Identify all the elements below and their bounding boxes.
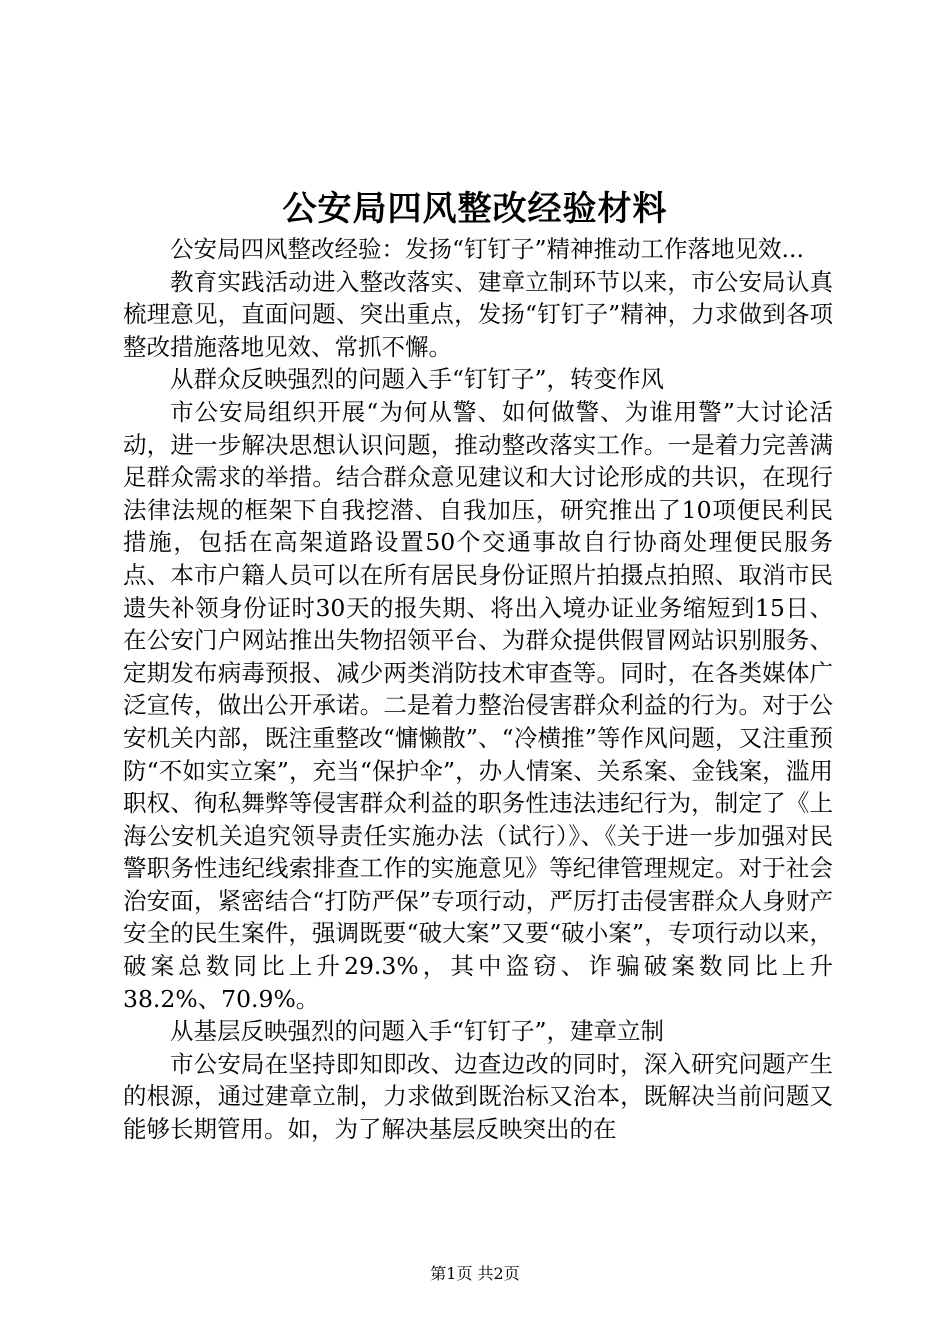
paragraph-summary: 教育实践活动进入整改落实、建章立制环节以来，市公安局认真梳理意见，直面问题、突出重点，发扬“钉钉子”精神，力求做到各项整改措施落地见效、常抓不懈。 (123, 267, 833, 361)
paragraph-section-2: 市公安局在坚持即知即改、边查边改的同时，深入研究问题产生的根源，通过建章立制，力求做到既治标又治本，既解决当前问题又能够长期管用。如，为了解决基层反映突出的在 (123, 1049, 833, 1144)
page-footer: 第1页 共2页 (430, 1264, 520, 1283)
section-heading-1: 从群众反映强烈的问题入手“钉钉子”，转变作风 (170, 365, 665, 394)
section-heading-2: 从基层反映强烈的问题入手“钉钉子”，建章立制 (170, 1017, 665, 1046)
paragraph-intro: 公安局四风整改经验：发扬“钉钉子”精神推动工作落地见效... (170, 235, 804, 263)
paragraph-section-1: 市公安局组织开展“为何从警、如何做警、为谁用警”大讨论活动，进一步解决思想认识问题，推动整改落实工作。一是着力完善满足群众需求的举措。结合群众意见建议和大讨论形成的共识，在现行法律法规的框架下自我挖潜、自我加压，研究推出了10项便民利民措施，包括在高架道路设置50个交通事故自行协商处理便民服务点、本市户籍人员可以在所有居民身份证照片拍摄点拍照、取消市民遗失补领身份证时30天的报失期、将出入境办证业务缩短到15日、在公安门户网站推出失物招领平台、为群众提供假冒网站识别服务、定期发布病毒预报、减少两类消防技术审查等。同时，在各类媒体广泛宣传，做出公开承诺。二是着力整治侵害群众利益的行为。对于公安机关内部，既注重整改“慵懒散”、“冷横推”等作风问题，又注重预防“不如实立案”，充当“保护伞”，办人情案、关系案、金钱案，滥用职权、徇私舞弊等侵害群众利益的职务性违法违纪行为，制定了《上海公安机关追究领导责任实施办法（试行）》、《关于进一步加强对民警职务性违纪线索排查工作的实施意见》等纪律管理规定。对于社会治安面，紧密结合“打防严保”专项行动，严厉打击侵害群众人身财产安全的民生案件，强调既要“破大案”又要“破小案”，专项行动以来，破案总数同比上升29.3%，其中盗窃、诈骗破案数同比上升38.2%、70.9%。 (123, 397, 833, 1013)
document-title: 公安局四风整改经验材料 (282, 189, 668, 229)
document-body (123, 233, 833, 1146)
